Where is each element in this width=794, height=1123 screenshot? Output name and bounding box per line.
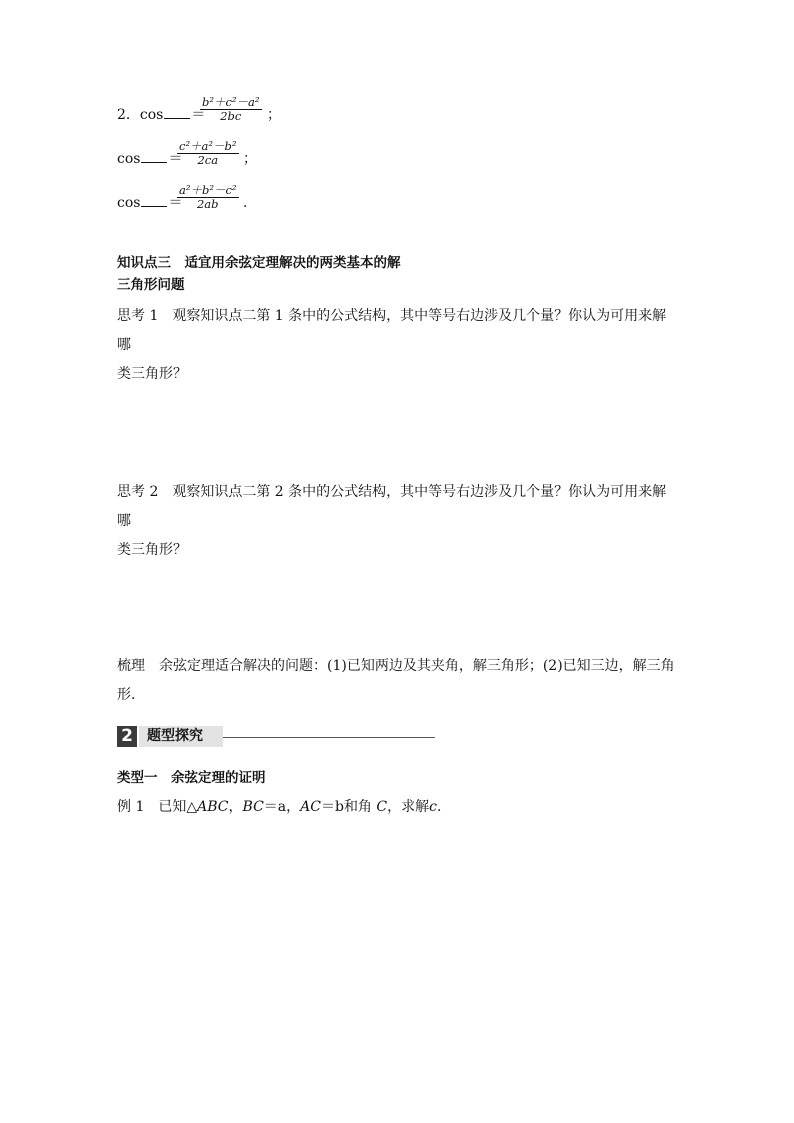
answer-blank [141, 150, 167, 163]
think-2-question [117, 478, 677, 565]
example-text: . [436, 799, 442, 815]
fraction-numerator: b²＋c²－a² [202, 95, 260, 109]
answer-blank [141, 194, 167, 207]
formula-row-1 [117, 104, 205, 126]
equals-sign: ＝ [191, 107, 206, 123]
section-heading [117, 726, 437, 748]
side-bc: BC [242, 799, 264, 815]
triangle-name: ABC [197, 799, 229, 815]
heading-line-2: 三角形问题 [117, 277, 185, 293]
fraction-numerator: c²＋a²－b² [179, 139, 237, 153]
target-c: c [429, 799, 437, 815]
formula-suffix: ； [243, 151, 257, 167]
think-1-question [117, 302, 677, 389]
question-line-1: 思考 2 观察知识点二第 2 条中的公式结构，其中等号右边涉及几个量？你认为可用来解哪 [117, 484, 667, 529]
formula-suffix: . [243, 195, 248, 211]
fraction-2 [177, 140, 239, 167]
example-1 [117, 796, 441, 818]
formula-prefix: cos [117, 195, 141, 211]
section-number-badge: 2 [117, 726, 137, 747]
heading-line-1: 知识点三 适宜用余弦定理解决的两类基本的解 [117, 255, 401, 271]
example-text: 已知△ [158, 799, 198, 815]
formula-row-3 [117, 192, 182, 214]
fraction-1 [200, 96, 262, 123]
angle-c: C [376, 799, 388, 815]
question-line-2: 类三角形？ [117, 366, 187, 382]
question-line-1: 思考 1 观察知识点二第 1 条中的公式结构，其中等号右边涉及几个量？你认为可用来解哪 [117, 308, 667, 353]
fraction-denominator: 2ca [197, 153, 219, 167]
type-heading: 类型一 余弦定理的证明 [117, 770, 266, 786]
fraction-3 [177, 184, 239, 211]
fraction-numerator: a²＋b²－c² [179, 183, 237, 197]
side-ac: AC [300, 799, 321, 815]
equals-sign: ＝ [168, 151, 183, 167]
knowledge-point-heading [117, 252, 401, 296]
section-title: 题型探究 [139, 726, 223, 747]
formula-suffix: ； [267, 107, 281, 123]
formula-row-2 [117, 148, 182, 170]
example-text: ，求解 [387, 799, 430, 815]
summary-line-2: 形. [117, 687, 136, 703]
fraction-denominator: 2bc [220, 109, 242, 123]
example-text: ＝a， [263, 799, 301, 815]
example-text: ＝b [320, 799, 344, 815]
example-label: 例 1 [117, 799, 145, 815]
example-text: ， [228, 799, 243, 815]
formula-prefix: cos [117, 151, 141, 167]
summary-line-1: 梳理 余弦定理适合解决的问题：(1)已知两边及其夹角，解三角形；(2)已知三边，解三角 [117, 658, 675, 674]
section-rule [223, 737, 435, 738]
example-text: 和角 [343, 799, 377, 815]
equals-sign: ＝ [168, 195, 183, 211]
answer-blank [164, 106, 190, 119]
summary-paragraph [117, 652, 677, 710]
fraction-denominator: 2ab [196, 197, 219, 211]
formula-prefix: 2．cos [117, 107, 164, 123]
question-line-2: 类三角形？ [117, 542, 187, 558]
